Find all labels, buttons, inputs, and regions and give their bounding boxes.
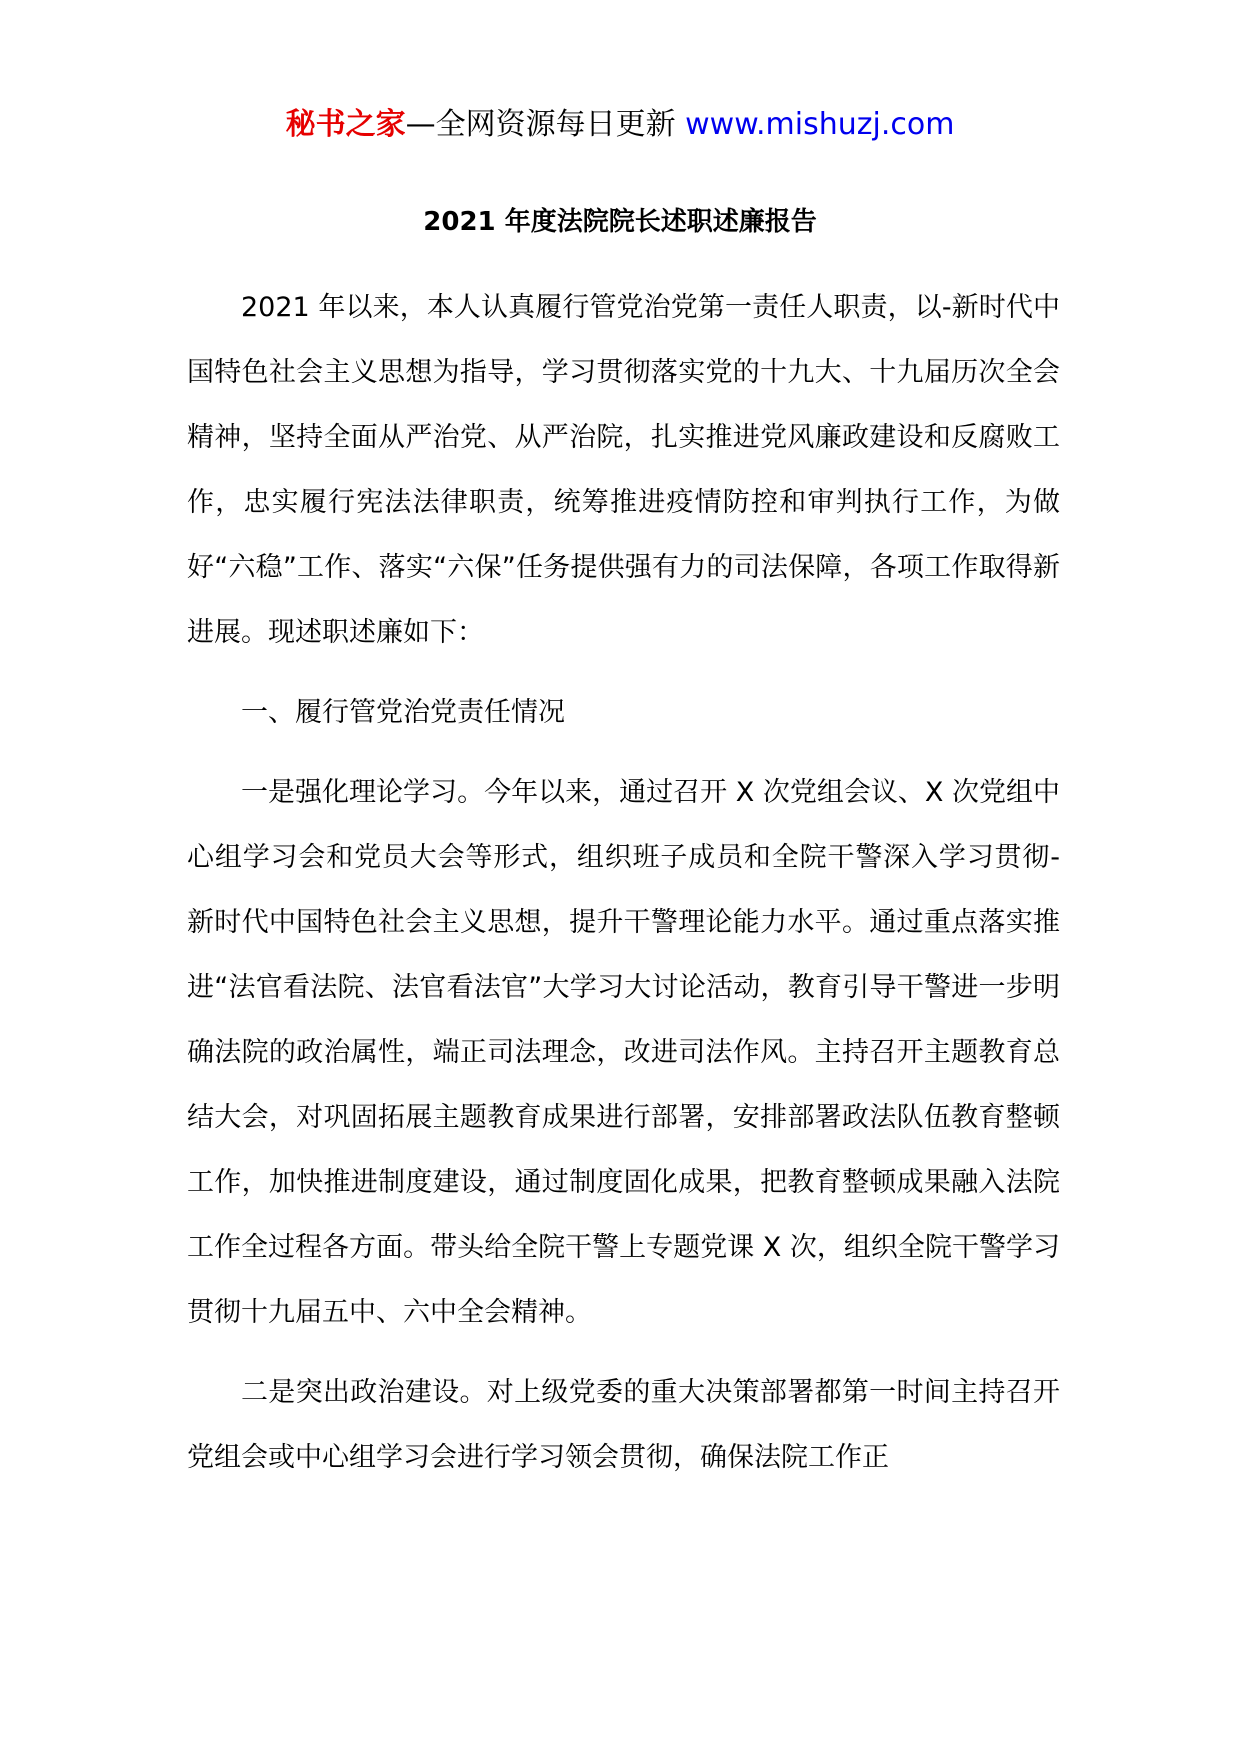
site-url-link[interactable]: www.mishuzj.com [685, 107, 955, 142]
body-paragraph: 二是突出政治建设。对上级党委的重大决策部署都第一时间主持召开党组会或中心组学习会进行学习领会贯彻，确保法院工作正 [187, 1377, 1060, 1473]
section-heading: 一、履行管党治党责任情况 [241, 697, 565, 728]
brand-name: 秘书之家 [285, 107, 406, 142]
site-header [0, 100, 1240, 150]
header-tagline: —全网资源每日更新 [405, 107, 686, 142]
intro-paragraph: 2021 年以来，本人认真履行管党治党第一责任人职责，以-新时代中国特色社会主义思想为指导，学习贯彻落实党的十九大、十九届历次全会精神，坚持全面从严治党、从严治院，扎实推进党风廉政建设和反腐败工作，忠实履行宪法法律职责，统筹推进疫情防控和审判执行工作，为做好“六稳”工作、落实“六保”任务提供强有力的司法保障，各项工作取得新进展。现述职述廉如下： [187, 292, 1060, 648]
body-paragraph: 一是强化理论学习。今年以来，通过召开 X 次党组会议、X 次党组中心组学习会和党员大会等形式，组织班子成员和全院干警深入学习贯彻-新时代中国特色社会主义思想，提升干警理论能力水平。通过重点落实推进“法官看法院、法官看法官”大学习大讨论活动，教育引导干警进一步明确法院的政治属性，端正司法理念，改进司法作风。主持召开主题教育总结大会，对巩固拓展主题教育成果进行部署，安排部署政法队伍教育整顿工作，加快推进制度建设，通过制度固化成果，把教育整顿成果融入法院工作全过程各方面。带头给全院干警上专题党课 X 次，组织全院干警学习贯彻十九届五中、六中全会精神。 [187, 777, 1060, 1328]
document-title: 2021 年度法院院长述职述廉报告 [423, 207, 817, 237]
document-body [187, 275, 1060, 1490]
